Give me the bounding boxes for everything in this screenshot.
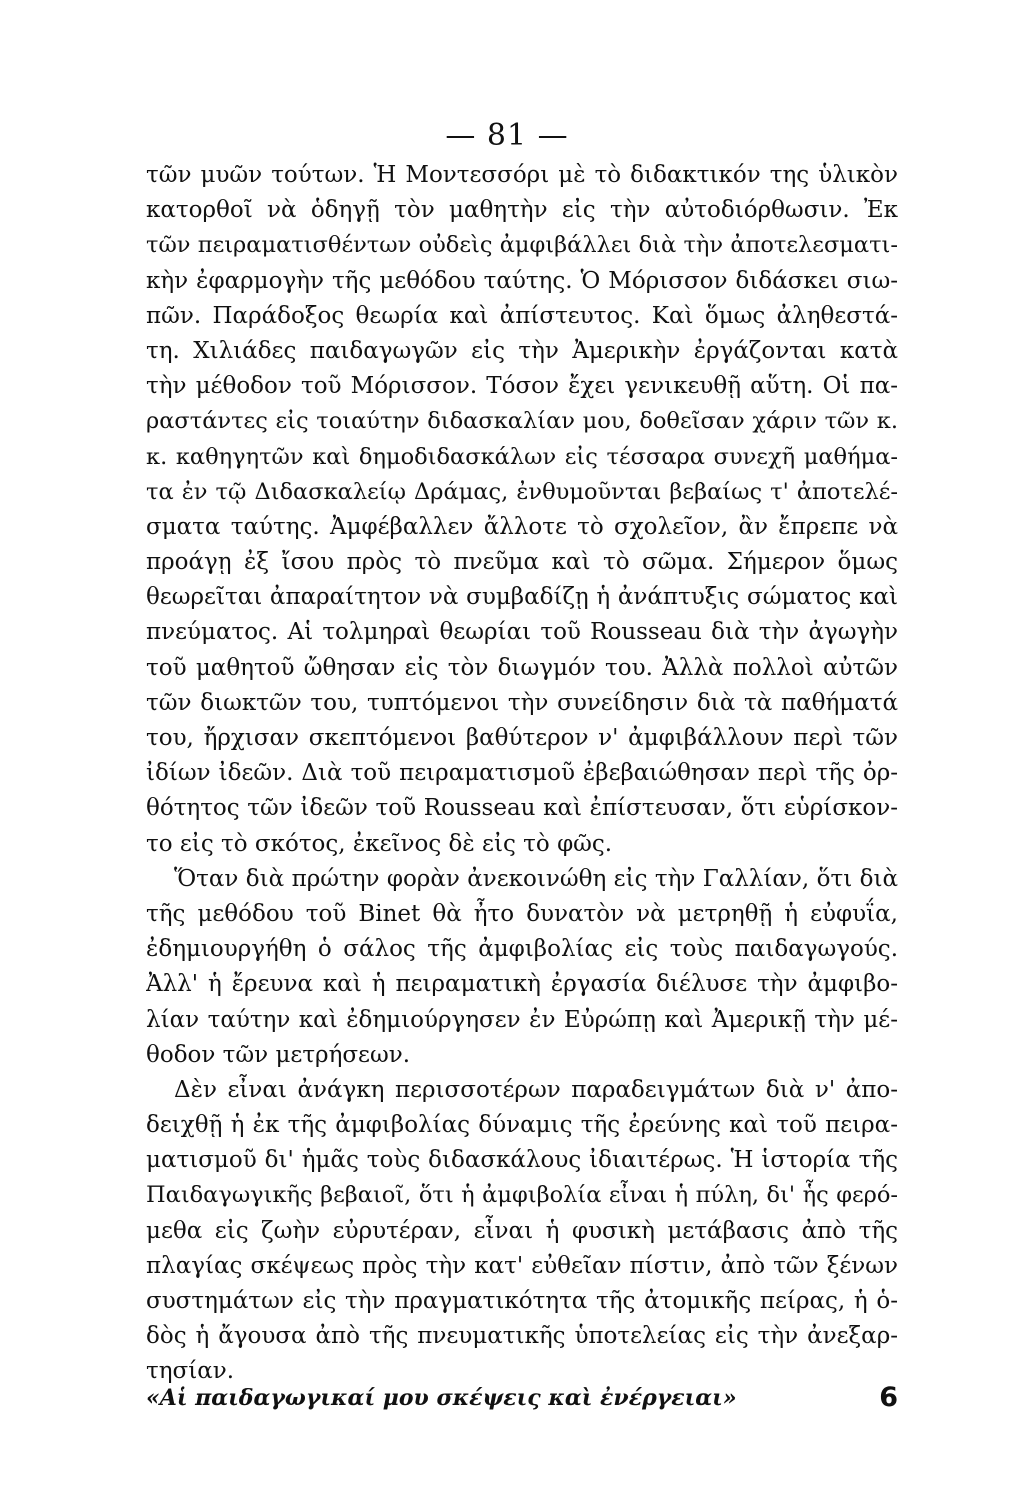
text-line: προάγῃ ἐξ ἴσου πρὸς τὸ πνεῦμα καὶ τὸ σῶμα. Σήμερον ὅμως [146,549,898,576]
text-line: του, ἤρχισαν σκεπτόμενοι βαθύτερον ν' ἀμφιβάλλουν περὶ τῶν [146,725,898,751]
text-line: θεωρεῖται ἀπαραίτητον νὰ συμβαδίζῃ ἡ ἀνάπτυξις σώματος καὶ [146,584,898,611]
text-line: τοῦ μαθητοῦ ὤθησαν εἰς τὸν διωγμόν του. Ἀλλὰ πολλοὶ αὐτῶν [146,654,898,681]
text-line: Δὲν εἶναι ἀνάγκη περισσοτέρων παραδειγμάτων διὰ ν' ἀπο- [174,1076,898,1103]
text-line: τη. Χιλιάδες παιδαγωγῶν εἰς τὴν Ἀμερικὴν ἐργάζονται κατὰ [146,337,898,364]
text-line: κατορθοῖ νὰ ὁδηγῇ τὸν μαθητὴν εἰς τὴν αὐτοδιόρθωσιν. Ἐκ [146,197,898,224]
text-line: Ὅταν διὰ πρώτην φορὰν ἀνεκοινώθη εἰς τὴν Γαλλίαν, ὅτι διὰ [174,865,898,892]
text-line: πλαγίας σκέψεως πρὸς τὴν κατ' εὐθεῖαν πίστιν, ἀπὸ τῶν ξένων [146,1252,898,1279]
text-line: κ. καθηγητῶν καὶ δημοδιδασκάλων εἰς τέσσαρα συνεχῆ μαθήμα- [146,443,898,470]
text-line: δειχθῇ ἡ ἐκ τῆς ἀμφιβολίας δύναμις τῆς ἐρεύνης καὶ τοῦ πειρα- [146,1112,898,1139]
text-line: Ἀλλ' ἡ ἔρευνα καὶ ἡ πειραματικὴ ἐργασία διέλυσε τὴν ἀμφιβο- [146,971,898,998]
text-line: συστημάτων εἰς τὴν πραγματικότητα τῆς ἀτομικῆς πείρας, ἡ ὁ- [146,1288,898,1314]
text-line: θοδον τῶν μετρήσεων. [146,1041,411,1068]
page-footer [146,1380,898,1416]
text-line: τὴν μέθοδον τοῦ Μόρισσον. Τόσον ἔχει γενικευθῇ αὕτη. Οἱ πα- [146,373,898,400]
text-line: Παιδαγωγικῆς βεβαιοῖ, ὅτι ἡ ἀμφιβολία εἶναι ἡ πύλη, δι' ἧς φερό- [146,1182,898,1209]
text-line: θότητος τῶν ἰδεῶν τοῦ Rousseau καὶ ἐπίστευσαν, ὅτι εὑρίσκον- [146,795,898,822]
text-line: πῶν. Παράδοξος θεωρία καὶ ἀπίστευτος. Καὶ ὅμως ἀληθεστά- [146,302,898,329]
text-line: ματισμοῦ δι' ἡμᾶς τοὺς διδασκάλους ἰδιαιτέρως. Ἡ ἱστορία τῆς [146,1147,898,1174]
text-line: πνεύματος. Αἱ τολμηραὶ θεωρίαι τοῦ Rousseau διὰ τὴν ἀγωγὴν [146,619,898,646]
text-line: τῆς μεθόδου τοῦ Binet θὰ ἦτο δυνατὸν νὰ μετρηθῇ ἡ εὐφυΐα, [146,900,898,927]
text-line: λίαν ταύτην καὶ ἐδημιούργησεν ἐν Εὐρώπῃ καὶ Ἀμερικῇ τὴν μέ- [146,1006,898,1033]
text-line: ραστάντες εἰς τοιαύτην διδασκαλίαν μου, δοθεῖσαν χάριν τῶν κ. [146,408,898,435]
text-line: κὴν ἐφαρμογὴν τῆς μεθόδου ταύτης. Ὁ Μόρισσον διδάσκει σιω- [146,267,898,294]
text-line: τῶν μυῶν τούτων. Ἡ Μοντεσσόρι μὲ τὸ διδακτικόν της ὑλικὸν [146,162,898,188]
page-number: — 81 — [445,118,569,153]
text-line: ἰδίων ἰδεῶν. Διὰ τοῦ πειραματισμοῦ ἐβεβαιώθησαν περὶ τῆς ὀρ- [146,760,898,787]
text-line: τῶν διωκτῶν του, τυπτόμενοι τὴν συνείδησιν διὰ τὰ παθήματά [146,689,898,716]
text-line: τησίαν. [146,1358,235,1385]
text-line: τῶν πειραματισθέντων οὐδεὶς ἀμφιβάλλει διὰ τὴν ἀποτελεσματι- [146,232,898,259]
body-text [146,158,898,1390]
text-line: το εἰς τὸ σκότος, ἐκεῖνος δὲ εἰς τὸ φῶς. [146,830,613,857]
text-line: μεθα εἰς ζωὴν εὐρυτέραν, εἶναι ἡ φυσικὴ μετάβασις ἀπὸ τῆς [146,1217,898,1244]
footer-signature-mark: 6 [879,1382,898,1413]
footer-book-title: «Αἱ παιδαγωγικαί μου σκέψεις καὶ ἐνέργειαι» [146,1385,737,1411]
text-line: τα ἐν τῷ Διδασκαλείῳ Δράμας, ἐνθυμοῦνται βεβαίως τ' ἀποτελέ- [146,478,898,505]
text-line: ἐδημιουργήθη ὁ σάλος τῆς ἀμφιβολίας εἰς τοὺς παιδαγωγούς. [146,936,898,963]
text-line: δὸς ἡ ἄγουσα ἀπὸ τῆς πνευματικῆς ὑποτελείας εἰς τὴν ἀνεξαρ- [146,1323,898,1350]
text-line: σματα ταύτης. Ἀμφέβαλλεν ἄλλοτε τὸ σχολεῖον, ἂν ἔπρεπε νὰ [146,513,898,540]
